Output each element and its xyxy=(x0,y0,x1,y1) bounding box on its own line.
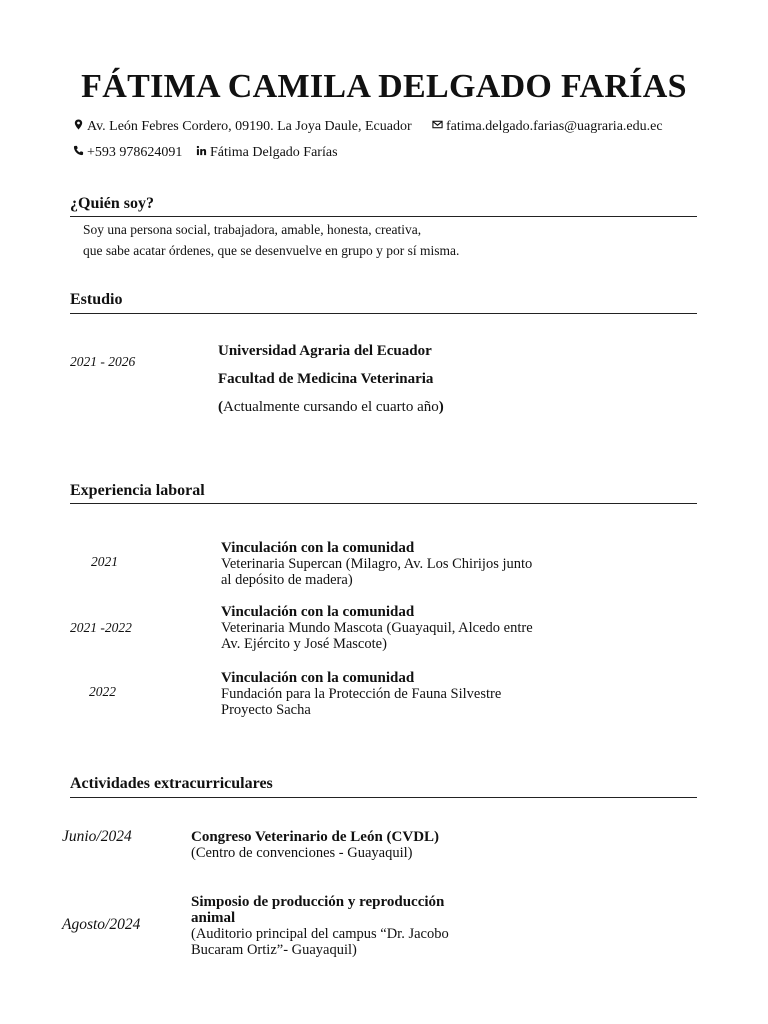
experience-line: Veterinaria Mundo Mascota (Guayaquil, Alcedo entre xyxy=(221,620,533,636)
address-text: Av. León Febres Cordero, 09190. La Joya Daule, Ecuador xyxy=(87,119,412,134)
contact-address xyxy=(73,119,412,135)
about-text xyxy=(83,219,459,261)
section-divider xyxy=(70,313,697,314)
linkedin-text[interactable]: Fátima Delgado Farías xyxy=(210,145,338,160)
status-text: Actualmente cursando el cuarto año xyxy=(223,399,439,415)
email-link[interactable]: fatima.delgado.farias@uagraria.edu.ec xyxy=(446,119,663,134)
status-paren-open: ( xyxy=(218,399,223,415)
full-name: FÁTIMA CAMILA DELGADO FARÍAS xyxy=(81,68,687,105)
experience-line: Veterinaria Supercan (Milagro, Av. Los Chirijos junto xyxy=(221,556,533,572)
experience-date: 2022 xyxy=(89,684,116,699)
experience-line: Fundación para la Protección de Fauna Silvestre xyxy=(221,686,502,702)
contact-email[interactable] xyxy=(432,119,663,135)
education-faculty: Facultad de Medicina Veterinaria xyxy=(218,371,434,387)
activity-date: Junio/2024 xyxy=(62,828,132,845)
education-university: Universidad Agraria del Ecuador xyxy=(218,343,432,359)
section-divider xyxy=(70,216,697,217)
section-title-activities: Actividades extracurriculares xyxy=(70,775,273,792)
experience-line: Proyecto Sacha xyxy=(221,702,311,718)
education-status xyxy=(218,399,444,427)
section-divider xyxy=(70,797,697,798)
experience-entry xyxy=(221,604,533,652)
experience-title: Vinculación con la comunidad xyxy=(221,670,415,686)
status-paren-close: ) xyxy=(438,399,444,415)
education-entry xyxy=(218,343,444,427)
experience-entry xyxy=(221,670,501,718)
section-title-education: Estudio xyxy=(70,291,123,308)
activity-line: (Auditorio principal del campus “Dr. Jacobo xyxy=(191,926,449,942)
envelope-icon xyxy=(432,119,443,135)
activity-line: (Centro de convenciones - Guayaquil) xyxy=(191,845,413,861)
section-divider xyxy=(70,503,697,504)
activity-date: Agosto/2024 xyxy=(62,916,141,933)
experience-line: Av. Ejército y José Mascote) xyxy=(221,636,387,652)
contact-phone xyxy=(73,145,182,161)
experience-date: 2021 -2022 xyxy=(70,620,132,635)
activity-entry xyxy=(191,829,439,861)
experience-title: Vinculación con la comunidad xyxy=(221,604,415,620)
experience-line: al depósito de madera) xyxy=(221,572,353,588)
education-date: 2021 - 2026 xyxy=(70,354,136,369)
experience-date: 2021 xyxy=(91,554,118,569)
section-title-about: ¿Quién soy? xyxy=(70,195,155,212)
about-line: que sabe acatar órdenes, que se desenvuelve en grupo y por sí misma. xyxy=(83,243,460,258)
activity-title: Congreso Veterinario de León (CVDL) xyxy=(191,829,440,845)
linkedin-icon xyxy=(196,145,207,161)
phone-text: +593 978624091 xyxy=(87,145,183,160)
section-title-experience: Experiencia laboral xyxy=(70,482,205,499)
map-pin-icon xyxy=(73,119,84,135)
activity-entry xyxy=(191,894,449,958)
about-line: Soy una persona social, trabajadora, amable, honesta, creativa, xyxy=(83,222,422,237)
activity-line: Bucaram Ortiz”- Guayaquil) xyxy=(191,942,357,958)
experience-entry xyxy=(221,540,532,588)
activity-title: Simposio de producción y reproducción xyxy=(191,894,445,910)
contact-linkedin[interactable] xyxy=(196,145,338,161)
activity-title: animal xyxy=(191,910,236,926)
experience-title: Vinculación con la comunidad xyxy=(221,540,415,556)
phone-icon xyxy=(73,145,84,161)
